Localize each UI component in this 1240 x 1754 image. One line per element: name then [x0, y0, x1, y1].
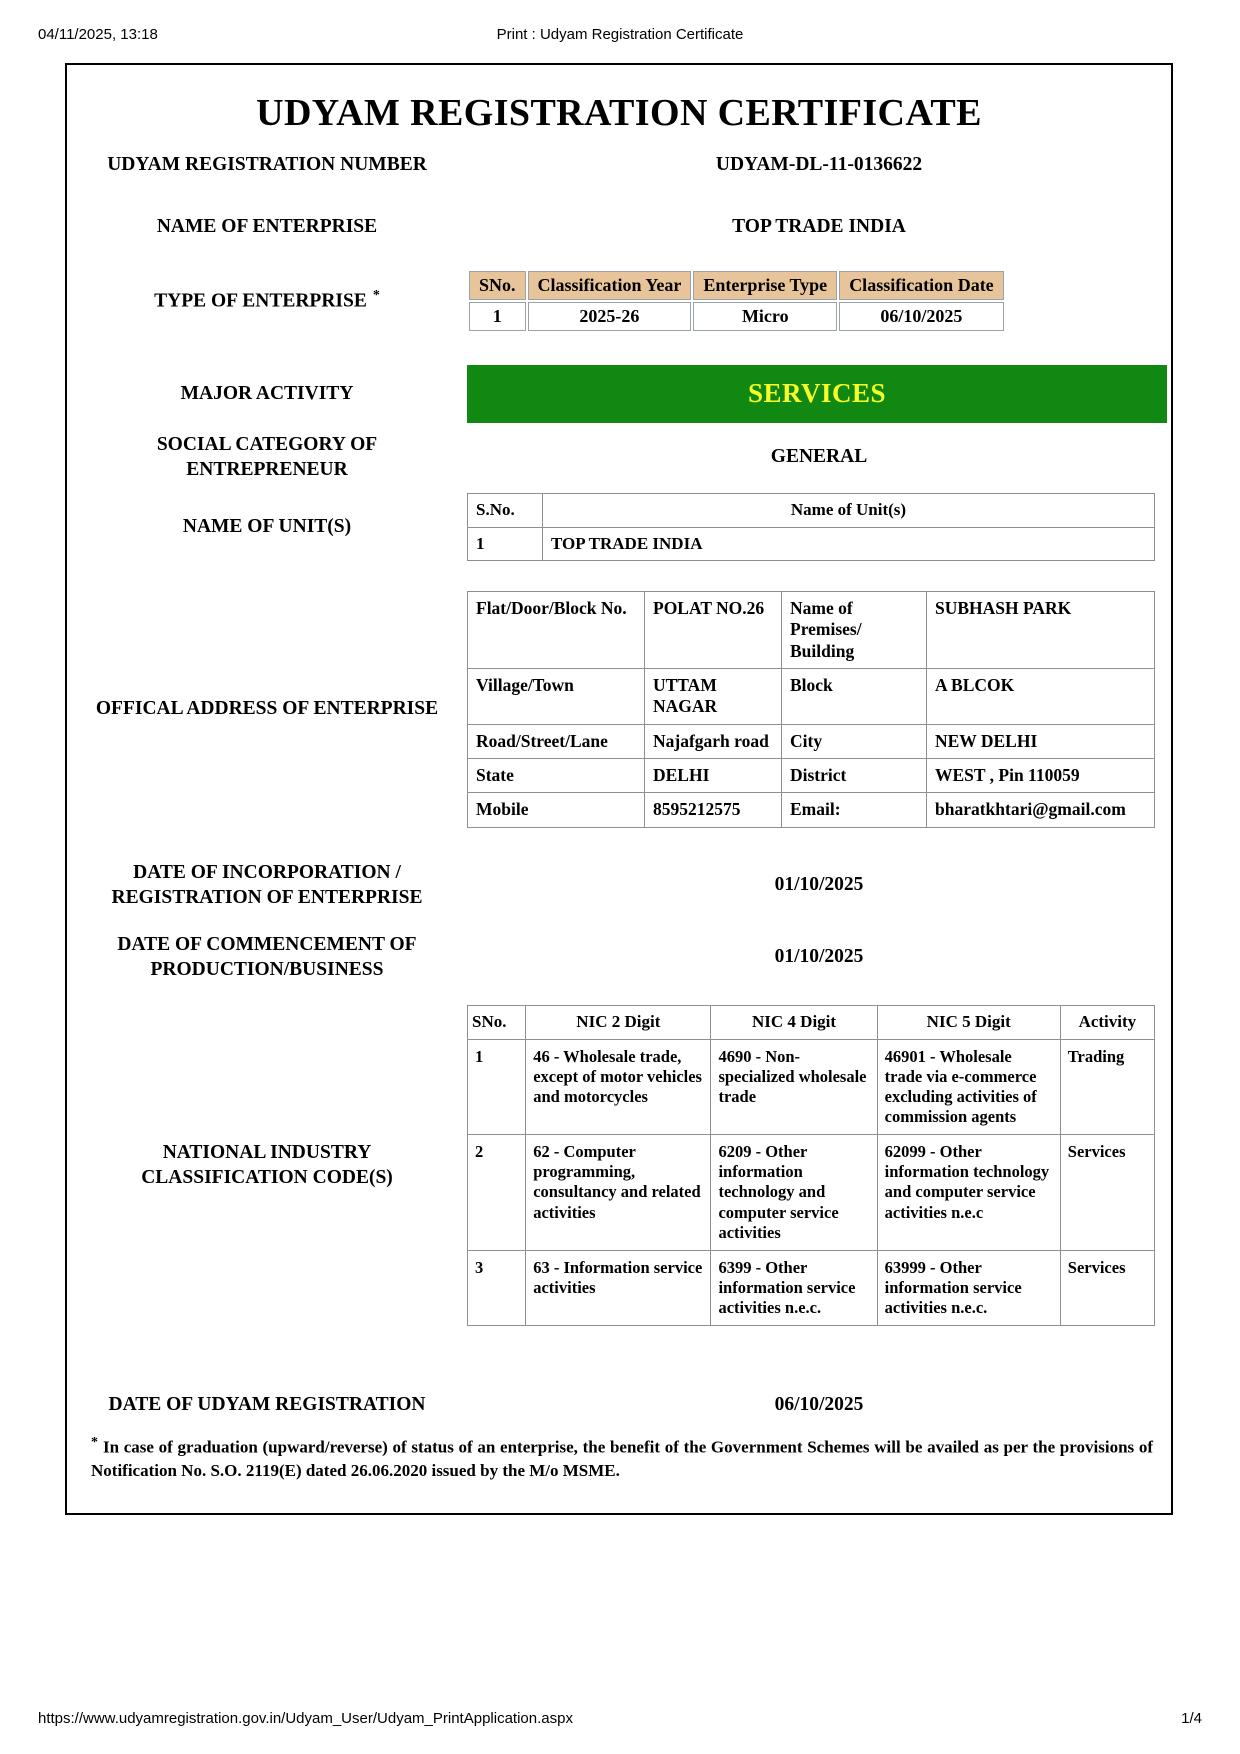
address-key-district: District	[782, 759, 927, 793]
social-category-row	[67, 433, 1171, 483]
nic-table-header-row	[468, 1006, 1155, 1040]
classification-table	[467, 269, 1006, 333]
date-of-udyam-registration-label: DATE OF UDYAM REGISTRATION	[108, 1394, 426, 1415]
print-source-url: https://www.udyamregistration.gov.in/Udyam_User/Udyam_PrintApplication.aspx	[38, 1710, 573, 1727]
enterprise-name-label: NAME OF ENTERPRISE	[156, 216, 378, 237]
nic-header-activity: Activity	[1060, 1006, 1154, 1040]
address-key-email: Email:	[782, 793, 927, 827]
address-key-premises: Name of Premises/ Building	[782, 592, 927, 669]
address-value-block: A BLCOK	[927, 669, 1155, 725]
table-row	[468, 1039, 1155, 1135]
date-of-incorporation-label	[67, 861, 467, 911]
nic-cell-2digit: 46 - Wholesale trade, except of motor vehicles and motorcycles	[526, 1039, 711, 1135]
official-address-row	[67, 591, 1171, 828]
units-table-header-row	[468, 494, 1155, 528]
units-header-name: Name of Unit(s)	[543, 494, 1155, 528]
nic-cell-sno: 3	[468, 1250, 526, 1325]
date-of-commencement-label-line1: DATE OF COMMENCEMENT OF	[117, 934, 417, 955]
certificate-title: UDYAM REGISTRATION CERTIFICATE	[256, 92, 982, 134]
name-of-units-table	[467, 493, 1155, 561]
nic-cell-activity: Trading	[1060, 1039, 1154, 1135]
classification-cell-enterprise-type: Micro	[693, 302, 837, 331]
date-of-incorporation-label-line2: REGISTRATION OF ENTERPRISE	[111, 886, 423, 908]
table-row	[469, 302, 1004, 331]
address-value-email: bharatkhtari@gmail.com	[927, 793, 1155, 827]
print-date-time: 04/11/2025, 13:18	[38, 26, 158, 43]
classification-cell-date: 06/10/2025	[839, 302, 1003, 331]
footnote-text: In case of graduation (upward/reverse) of status of an enterprise, the benefit of the Government Schemes will be availed as per the provisions of Notification No. S.O. 2119(E) dated 26.06.2020 issued by the M/o MSME.	[91, 1437, 1153, 1480]
footnote	[67, 1433, 1171, 1482]
nic-cell-5digit: 46901 - Wholesale trade via e-commerce excluding activities of commission agents	[877, 1039, 1060, 1135]
address-value-flat: POLAT NO.26	[645, 592, 782, 669]
classification-header-enterprise-type: Enterprise Type	[693, 271, 837, 300]
type-of-enterprise-row	[67, 269, 1171, 333]
nic-codes-label-line2: CLASSIFICATION CODE(S)	[141, 1166, 393, 1188]
type-of-enterprise-label-text: TYPE OF ENTERPRISE	[154, 290, 367, 312]
enterprise-name-value: TOP TRADE INDIA	[732, 216, 906, 238]
address-value-premises: SUBHASH PARK	[927, 592, 1155, 669]
units-cell-sno: 1	[468, 527, 543, 561]
nic-codes-row	[67, 1005, 1171, 1326]
table-row	[468, 793, 1155, 827]
classification-table-wrap	[467, 269, 1171, 333]
table-row	[468, 759, 1155, 793]
major-activity-banner: SERVICES	[467, 365, 1167, 423]
date-of-incorporation-value: 01/10/2025	[774, 874, 864, 895]
nic-header-2digit: NIC 2 Digit	[526, 1006, 711, 1040]
nic-cell-5digit: 62099 - Other information technology and computer service activities n.e.c	[877, 1135, 1060, 1251]
address-key-state: State	[468, 759, 645, 793]
nic-cell-2digit: 62 - Computer programming, consultancy and related activities	[526, 1135, 711, 1251]
major-activity-row	[67, 365, 1171, 423]
social-category-label-line2: ENTREPRENEUR	[186, 458, 348, 480]
date-of-commencement-label-line2: PRODUCTION/BUSINESS	[150, 958, 384, 980]
social-category-label-line1: SOCIAL CATEGORY OF	[156, 434, 378, 455]
major-activity-banner-wrap	[467, 365, 1171, 423]
registration-number-label: UDYAM REGISTRATION NUMBER	[107, 154, 427, 175]
nic-header-5digit: NIC 5 Digit	[877, 1006, 1060, 1040]
name-of-units-table-wrap	[467, 493, 1171, 561]
print-page-number: 1/4	[1181, 1710, 1202, 1727]
nic-cell-2digit: 63 - Information service activities	[526, 1250, 711, 1325]
table-row	[468, 669, 1155, 725]
address-value-state: DELHI	[645, 759, 782, 793]
table-row	[468, 527, 1155, 561]
browser-print-footer	[0, 1710, 1240, 1732]
address-key-village: Village/Town	[468, 669, 645, 725]
nic-codes-label	[67, 1141, 467, 1191]
date-of-commencement-value: 01/10/2025	[774, 946, 864, 967]
classification-header-year: Classification Year	[528, 271, 692, 300]
nic-cell-activity: Services	[1060, 1250, 1154, 1325]
address-key-city: City	[782, 724, 927, 758]
nic-cell-4digit: 6399 - Other information service activities n.e.c.	[711, 1250, 877, 1325]
nic-codes-label-line1: NATIONAL INDUSTRY	[162, 1141, 372, 1163]
address-value-district: WEST , Pin 110059	[927, 759, 1155, 793]
nic-cell-5digit: 63999 - Other information service activities n.e.c.	[877, 1250, 1060, 1325]
nic-codes-table	[467, 1005, 1155, 1326]
type-of-enterprise-star: *	[372, 288, 380, 304]
address-value-city: NEW DELHI	[927, 724, 1155, 758]
date-of-incorporation-label-line1: DATE OF INCORPORATION /	[133, 862, 401, 883]
address-value-village: UTTAM NAGAR	[645, 669, 782, 725]
date-of-udyam-registration-value: 06/10/2025	[774, 1394, 864, 1416]
address-value-mobile: 8595212575	[645, 793, 782, 827]
classification-header-date: Classification Date	[839, 271, 1003, 300]
nic-cell-sno: 1	[468, 1039, 526, 1135]
official-address-table	[467, 591, 1155, 828]
nic-cell-4digit: 4690 - Non-specialized wholesale trade	[711, 1039, 877, 1135]
major-activity-label: MAJOR ACTIVITY	[180, 382, 354, 404]
nic-cell-4digit: 6209 - Other information technology and computer service activities	[711, 1135, 877, 1251]
nic-header-4digit: NIC 4 Digit	[711, 1006, 877, 1040]
print-document-title: Print : Udyam Registration Certificate	[496, 26, 744, 43]
address-key-block: Block	[782, 669, 927, 725]
official-address-label: OFFICAL ADDRESS OF ENTERPRISE	[95, 697, 439, 719]
address-value-road: Najafgarh road	[645, 724, 782, 758]
address-key-flat: Flat/Door/Block No.	[468, 592, 645, 669]
classification-table-header-row	[469, 271, 1004, 300]
nic-header-sno: SNo.	[468, 1006, 526, 1040]
table-row	[468, 1250, 1155, 1325]
table-row	[468, 592, 1155, 669]
nic-cell-activity: Services	[1060, 1135, 1154, 1251]
units-header-sno: S.No.	[468, 494, 543, 528]
registration-number-value: UDYAM-DL-11-0136622	[715, 154, 923, 176]
browser-print-header	[0, 26, 1240, 48]
units-cell-name: TOP TRADE INDIA	[543, 527, 1155, 561]
address-key-road: Road/Street/Lane	[468, 724, 645, 758]
nic-codes-table-wrap	[467, 1005, 1171, 1326]
social-category-label	[67, 433, 467, 483]
nic-cell-sno: 2	[468, 1135, 526, 1251]
name-of-units-row	[67, 493, 1171, 561]
footnote-star: *	[91, 1435, 98, 1450]
date-of-commencement-label	[67, 933, 467, 983]
date-of-incorporation-row	[67, 861, 1171, 911]
type-of-enterprise-label	[67, 287, 467, 314]
enterprise-name-row	[67, 215, 1171, 240]
official-address-table-wrap	[467, 591, 1171, 828]
table-row	[468, 1135, 1155, 1251]
table-row	[468, 724, 1155, 758]
classification-cell-year: 2025-26	[528, 302, 692, 331]
classification-cell-sno: 1	[469, 302, 526, 331]
classification-header-sno: SNo.	[469, 271, 526, 300]
address-key-mobile: Mobile	[468, 793, 645, 827]
registration-number-row	[67, 153, 1171, 178]
udyam-certificate	[65, 63, 1173, 1515]
date-of-commencement-row	[67, 933, 1171, 983]
name-of-units-label: NAME OF UNIT(S)	[182, 515, 352, 537]
social-category-value: GENERAL	[770, 446, 868, 467]
footnote-block	[67, 1433, 1171, 1482]
date-of-udyam-registration-row	[67, 1393, 1171, 1418]
